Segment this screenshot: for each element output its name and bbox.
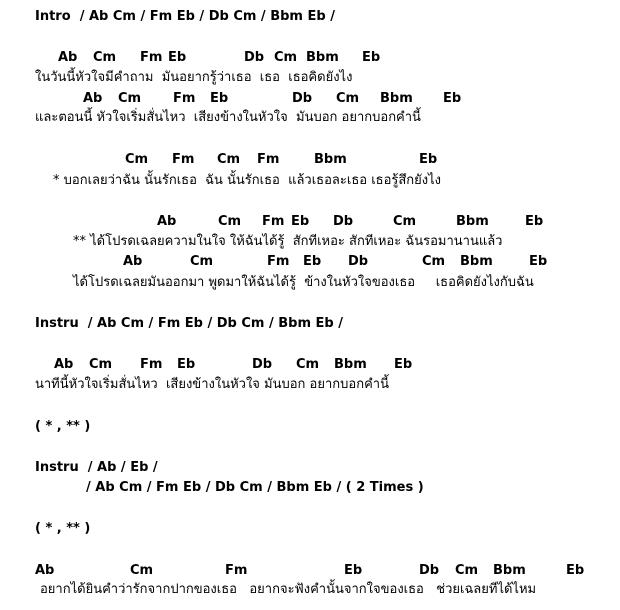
chord: Ab bbox=[58, 50, 78, 65]
chord: Bbm bbox=[456, 214, 489, 229]
chord: Db bbox=[252, 357, 273, 372]
chord: Bbm bbox=[380, 91, 413, 106]
chord: Db bbox=[348, 254, 369, 269]
chord: Fm bbox=[225, 563, 248, 578]
lyric-line: * บอกเลยว่าฉัน นั้นรักเธอ ฉัน นั้นรักเธอ แล้วเธอละเธอ เธอรู้สึกยังไง bbox=[53, 173, 442, 188]
chord: Bbm bbox=[314, 152, 347, 167]
chord: Fm bbox=[140, 357, 163, 372]
chord: Db bbox=[244, 50, 265, 65]
chord: Fm bbox=[267, 254, 290, 269]
chord: Cm bbox=[274, 50, 298, 65]
lyric-line: ในวันนี้หัวใจมีคำถาม มันอยากรู้ว่าเธอ เธอ เธอคิดยังไง bbox=[35, 70, 353, 85]
chord: Fm bbox=[173, 91, 196, 106]
chord: Eb bbox=[443, 91, 462, 106]
chord: Eb bbox=[566, 563, 585, 578]
chord: Cm bbox=[89, 357, 113, 372]
chord: Fm bbox=[140, 50, 163, 65]
instru-line: Instru / Ab / Eb / bbox=[35, 460, 158, 475]
chord: Eb bbox=[525, 214, 544, 229]
chord: Ab bbox=[83, 91, 103, 106]
chord: Bbm bbox=[493, 563, 526, 578]
chord: Eb bbox=[362, 50, 381, 65]
repeat-marker: ( * , ** ) bbox=[35, 419, 91, 434]
chord: Fm bbox=[262, 214, 285, 229]
chord: Eb bbox=[529, 254, 548, 269]
chord: Eb bbox=[344, 563, 363, 578]
chord: Ab bbox=[157, 214, 177, 229]
chord: Cm bbox=[93, 50, 117, 65]
chord: Cm bbox=[118, 91, 142, 106]
intro-line: Intro / Ab Cm / Fm Eb / Db Cm / Bbm Eb / bbox=[35, 9, 335, 24]
chord: Db bbox=[419, 563, 440, 578]
chord: Eb bbox=[419, 152, 438, 167]
instru-line: Instru / Ab Cm / Fm Eb / Db Cm / Bbm Eb / bbox=[35, 316, 344, 331]
chord: Cm bbox=[130, 563, 154, 578]
chord: Bbm bbox=[460, 254, 493, 269]
chord: Cm bbox=[218, 214, 242, 229]
chord: Ab bbox=[123, 254, 143, 269]
chord: Cm bbox=[393, 214, 417, 229]
instru-line: / Ab Cm / Fm Eb / Db Cm / Bbm Eb / ( 2 Times ) bbox=[86, 480, 424, 495]
chord: Eb bbox=[177, 357, 196, 372]
chord: Fm bbox=[257, 152, 280, 167]
chord: Cm bbox=[217, 152, 241, 167]
lyric-line: อยากได้ยินคำว่ารักจากปากของเธอ อยากจะฟังคำนั้นจากใจของเธอ ช่วยเฉลยทีได้ไหม bbox=[40, 582, 537, 597]
lyric-line: ** ได้โปรดเฉลยความในใจ ให้ฉันได้รู้ สักทีเหอะ สักทีเหอะ ฉันรอมานานแล้ว bbox=[73, 234, 503, 249]
chord: Eb bbox=[394, 357, 413, 372]
lyric-line: ได้โปรดเฉลยมันออกมา พูดมาให้ฉันได้รู้ ข้างในหัวใจของเธอ เธอคิดยังไงกับฉัน bbox=[73, 275, 534, 290]
chord: Bbm bbox=[306, 50, 339, 65]
chord: Cm bbox=[336, 91, 360, 106]
chord: Fm bbox=[172, 152, 195, 167]
chord: Ab bbox=[54, 357, 74, 372]
chord: Eb bbox=[303, 254, 322, 269]
repeat-marker: ( * , ** ) bbox=[35, 521, 91, 536]
chord: Cm bbox=[296, 357, 320, 372]
chord: Cm bbox=[422, 254, 446, 269]
lyric-line: นาทีนี้หัวใจเริ่มสั่นไหว เสียงข้างในหัวใจ มันบอก อยากบอกคำนี้ bbox=[35, 377, 389, 392]
chord: Eb bbox=[291, 214, 310, 229]
chord: Eb bbox=[210, 91, 229, 106]
chord: Cm bbox=[125, 152, 149, 167]
chord: Eb bbox=[168, 50, 187, 65]
chord: Cm bbox=[190, 254, 214, 269]
chord: Db bbox=[292, 91, 313, 106]
chord: Db bbox=[333, 214, 354, 229]
lyric-line: และตอนนี้ หัวใจเริ่มสั่นไหว เสียงข้างในหัวใจ มันบอก อยากบอกคำนี้ bbox=[35, 110, 421, 125]
chord: Ab bbox=[35, 563, 55, 578]
chord: Bbm bbox=[334, 357, 367, 372]
chord: Cm bbox=[455, 563, 479, 578]
